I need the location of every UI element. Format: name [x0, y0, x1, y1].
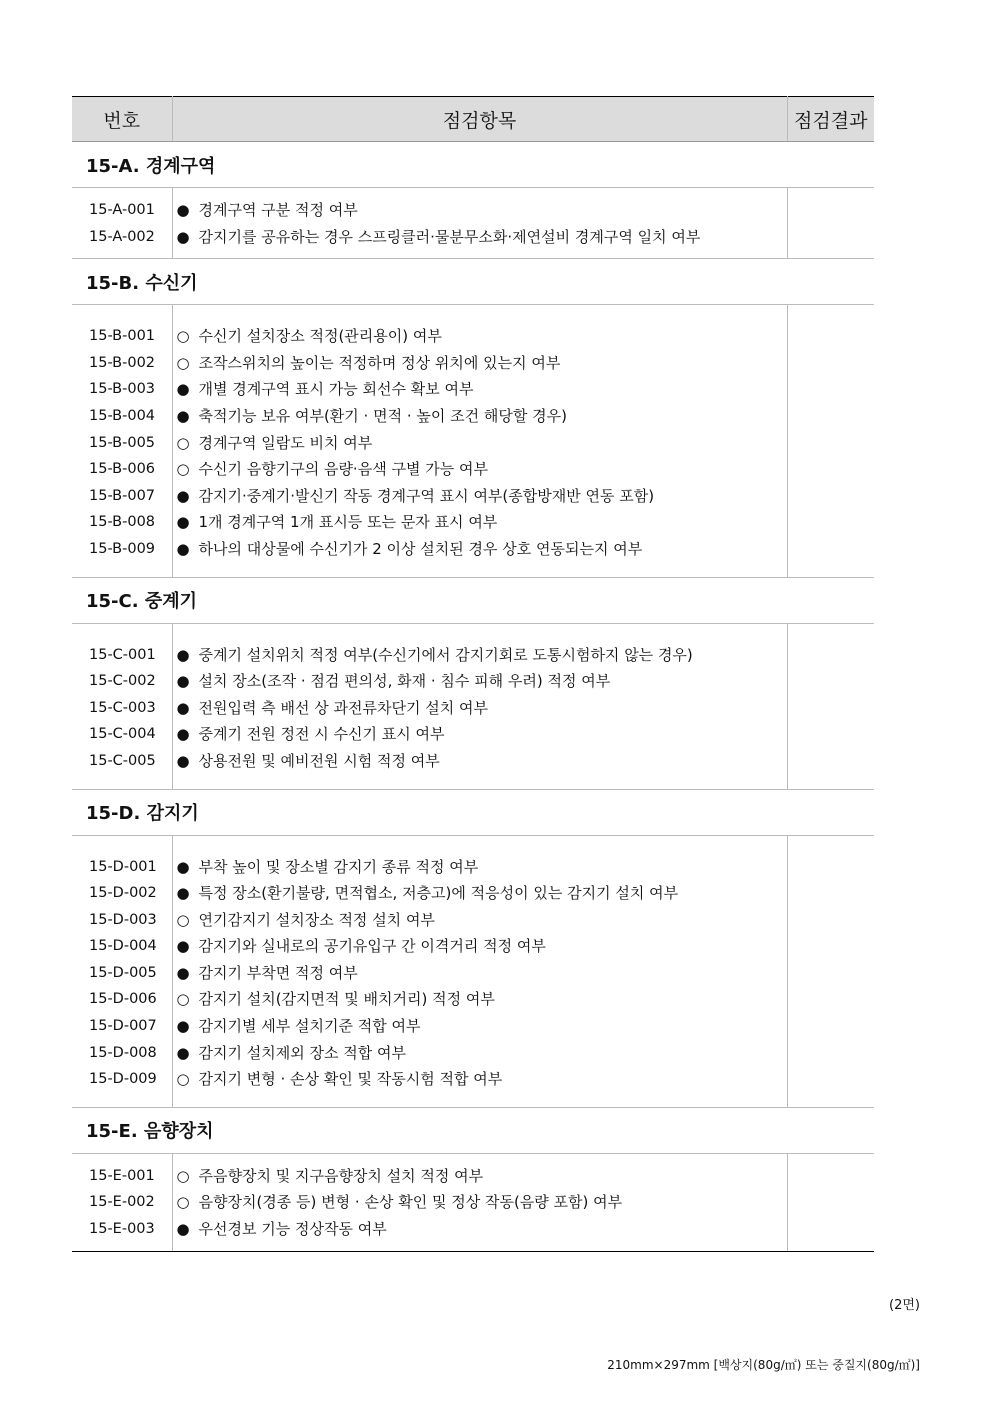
- item-text: 감지기 부착면 적정 여부: [198, 963, 358, 982]
- item-text: 특정 장소(환기불량, 면적협소, 저층고)에 적응성이 있는 감지기 설치 여부: [198, 884, 679, 903]
- item-row: [173, 197, 787, 224]
- section-body: [72, 305, 874, 577]
- item-code: 15-C-005: [89, 752, 156, 769]
- result-cell[interactable]: [787, 305, 874, 577]
- section-header: [72, 577, 874, 623]
- filled-circle-icon: ●: [176, 406, 190, 425]
- empty-circle-icon: ○: [176, 1193, 190, 1212]
- item-code: 15-B-002: [89, 354, 156, 371]
- item-text: 개별 경계구역 표시 가능 회선수 확보 여부: [198, 380, 474, 399]
- header-result: 점검결과: [787, 97, 874, 142]
- item-code: 15-D-002: [89, 885, 157, 902]
- item-row: [173, 456, 787, 483]
- item-column: [172, 305, 787, 577]
- inspection-table: [72, 96, 874, 1252]
- item-code: 15-B-006: [89, 461, 156, 478]
- item-row: [173, 1163, 787, 1190]
- section-body: [72, 835, 874, 1107]
- filled-circle-icon: ●: [176, 672, 190, 691]
- filled-circle-icon: ●: [176, 937, 190, 956]
- item-code: 15-D-009: [89, 1071, 157, 1088]
- item-row: [173, 1013, 787, 1040]
- item-code: 15-D-006: [89, 991, 157, 1008]
- code-column: [72, 623, 172, 789]
- filled-circle-icon: ●: [176, 857, 190, 876]
- item-row: [173, 748, 787, 775]
- paper-spec: 210mm×297mm [백상지(80g/㎡) 또는 중질지(80g/㎡)]: [607, 1358, 920, 1372]
- item-row: [173, 1066, 787, 1093]
- item-code: 15-E-003: [89, 1221, 155, 1238]
- item-text: 상용전원 및 예비전원 시험 적정 여부: [198, 751, 440, 770]
- empty-circle-icon: ○: [176, 1070, 190, 1089]
- item-code: 15-D-004: [89, 938, 157, 955]
- empty-circle-icon: ○: [176, 327, 190, 346]
- table-header: [72, 97, 874, 142]
- section-body: [72, 623, 874, 789]
- item-text: 감지기 설치제외 장소 적합 여부: [198, 1043, 406, 1062]
- item-text: 수신기 설치장소 적정(관리용이) 여부: [198, 327, 442, 346]
- code-column: [72, 305, 172, 577]
- section-title: 15-B. 수신기: [72, 259, 874, 305]
- filled-circle-icon: ●: [176, 201, 190, 219]
- item-code: 15-B-007: [89, 487, 156, 504]
- item-row: [173, 721, 787, 748]
- item-text: 1개 경계구역 1개 표시등 또는 문자 표시 여부: [198, 513, 498, 532]
- item-row: [173, 403, 787, 430]
- section-header: [72, 259, 874, 305]
- item-code: 15-B-003: [89, 381, 156, 398]
- item-column: [172, 623, 787, 789]
- filled-circle-icon: ●: [176, 645, 190, 664]
- item-column: [172, 1153, 787, 1251]
- item-row: [173, 224, 787, 251]
- item-code: 15-D-001: [89, 858, 157, 875]
- item-text: 하나의 대상물에 수신기가 2 이상 설치된 경우 상호 연동되는지 여부: [198, 539, 643, 558]
- item-code: 15-E-002: [89, 1194, 155, 1211]
- item-row: [173, 880, 787, 907]
- filled-circle-icon: ●: [176, 1043, 190, 1062]
- item-text: 조작스위치의 높이는 적정하며 정상 위치에 있는지 여부: [198, 353, 561, 372]
- item-row: [173, 907, 787, 934]
- header-no: 번호: [72, 97, 172, 142]
- item-text: 경계구역 일람도 비치 여부: [198, 433, 373, 452]
- item-row: [173, 642, 787, 669]
- code-column: [72, 188, 172, 259]
- inspection-sheet: [72, 96, 874, 1252]
- item-row: [173, 376, 787, 403]
- item-row: [173, 695, 787, 722]
- section-header: [72, 789, 874, 835]
- code-column: [72, 1153, 172, 1251]
- item-text: 감지기와 실내로의 공기유입구 간 이격거리 적정 여부: [198, 937, 546, 956]
- empty-circle-icon: ○: [176, 1166, 190, 1185]
- item-text: 연기감지기 설치장소 적정 설치 여부: [198, 910, 435, 929]
- item-code: 15-D-005: [89, 964, 157, 981]
- section-title: 15-D. 감지기: [72, 789, 874, 835]
- item-code: 15-B-001: [89, 328, 156, 345]
- item-code: 15-B-004: [89, 407, 156, 424]
- item-row: [173, 350, 787, 377]
- filled-circle-icon: ●: [176, 486, 190, 505]
- item-row: [173, 430, 787, 457]
- filled-circle-icon: ●: [176, 884, 190, 903]
- item-column: [172, 835, 787, 1107]
- section-title: 15-A. 경계구역: [72, 142, 874, 188]
- filled-circle-icon: ●: [176, 751, 190, 770]
- item-row: [173, 1216, 787, 1243]
- item-code: 15-B-005: [89, 434, 156, 451]
- item-text: 감지기를 공유하는 경우 스프링클러·물분무소화·제연설비 경계구역 일치 여부: [198, 227, 701, 246]
- empty-circle-icon: ○: [176, 353, 190, 372]
- empty-circle-icon: ○: [176, 990, 190, 1009]
- item-row: [173, 933, 787, 960]
- item-row: [173, 854, 787, 881]
- filled-circle-icon: ●: [176, 513, 190, 532]
- filled-circle-icon: ●: [176, 1220, 190, 1239]
- item-code: 15-C-001: [89, 646, 156, 663]
- item-code: 15-D-007: [89, 1018, 157, 1035]
- empty-circle-icon: ○: [176, 910, 190, 929]
- section-header: [72, 142, 874, 188]
- item-text: 전원입력 측 배선 상 과전류차단기 설치 여부: [198, 698, 488, 717]
- empty-circle-icon: ○: [176, 460, 190, 479]
- item-text: 축적기능 보유 여부(환기 · 면적 · 높이 조건 해당할 경우): [198, 406, 567, 425]
- section-body: [72, 1153, 874, 1251]
- code-column: [72, 835, 172, 1107]
- item-row: [173, 960, 787, 987]
- item-code: 15-D-003: [89, 911, 157, 928]
- header-item: 점검항목: [172, 97, 787, 142]
- item-row: [173, 483, 787, 510]
- item-code: 15-C-003: [89, 699, 156, 716]
- item-text: 주음향장치 및 지구음향장치 설치 적정 여부: [198, 1166, 484, 1185]
- section-body: [72, 188, 874, 259]
- section-title: 15-C. 중계기: [72, 577, 874, 623]
- result-cell[interactable]: [787, 835, 874, 1107]
- item-code: 15-B-009: [89, 540, 156, 557]
- filled-circle-icon: ●: [176, 227, 190, 246]
- item-text: 수신기 음향기구의 음량·음색 구별 가능 여부: [198, 460, 488, 479]
- item-text: 감지기 설치(감지면적 및 배치거리) 적정 여부: [198, 990, 495, 1009]
- item-text: 감지기별 세부 설치기준 적합 여부: [198, 1017, 421, 1036]
- page-number: (2면): [889, 1298, 920, 1313]
- item-row: [173, 1189, 787, 1216]
- item-text: 감지기·중계기·발신기 작동 경계구역 표시 여부(종합방재반 연동 포함): [198, 486, 655, 505]
- filled-circle-icon: ●: [176, 963, 190, 982]
- result-cell[interactable]: [787, 188, 874, 259]
- item-row: [173, 509, 787, 536]
- item-text: 중계기 설치위치 적정 여부(수신기에서 감지기회로 도통시험하지 않는 경우): [198, 645, 693, 664]
- item-text: 감지기 변형 · 손상 확인 및 작동시험 적합 여부: [198, 1070, 503, 1089]
- item-code: 15-B-008: [89, 514, 156, 531]
- item-text: 음향장치(경종 등) 변형 · 손상 확인 및 정상 작동(음량 포함) 여부: [198, 1193, 623, 1212]
- item-code: 15-C-002: [89, 673, 156, 690]
- section-header: [72, 1107, 874, 1153]
- section-title: 15-E. 음향장치: [72, 1107, 874, 1153]
- filled-circle-icon: ●: [176, 539, 190, 558]
- item-text: 중계기 전원 정전 시 수신기 표시 여부: [198, 725, 445, 744]
- item-column: [172, 188, 787, 259]
- item-code: 15-A-001: [89, 202, 155, 218]
- item-code: 15-A-002: [89, 228, 155, 245]
- filled-circle-icon: ●: [176, 380, 190, 399]
- item-row: [173, 668, 787, 695]
- item-row: [173, 323, 787, 350]
- filled-circle-icon: ●: [176, 1017, 190, 1036]
- result-cell[interactable]: [787, 1153, 874, 1251]
- filled-circle-icon: ●: [176, 698, 190, 717]
- item-code: 15-C-004: [89, 726, 156, 743]
- result-cell[interactable]: [787, 623, 874, 789]
- empty-circle-icon: ○: [176, 433, 190, 452]
- item-text: 경계구역 구분 적정 여부: [198, 201, 358, 219]
- table-body: [72, 142, 874, 1252]
- filled-circle-icon: ●: [176, 725, 190, 744]
- item-row: [173, 1040, 787, 1067]
- item-code: 15-E-001: [89, 1167, 155, 1184]
- item-text: 설치 장소(조작 · 점검 편의성, 화재 · 침수 피해 우려) 적정 여부: [198, 672, 611, 691]
- item-code: 15-D-008: [89, 1044, 157, 1061]
- item-row: [173, 536, 787, 563]
- item-text: 부착 높이 및 장소별 감지기 종류 적정 여부: [198, 857, 479, 876]
- item-row: [173, 986, 787, 1013]
- item-text: 우선경보 기능 정상작동 여부: [198, 1220, 387, 1239]
